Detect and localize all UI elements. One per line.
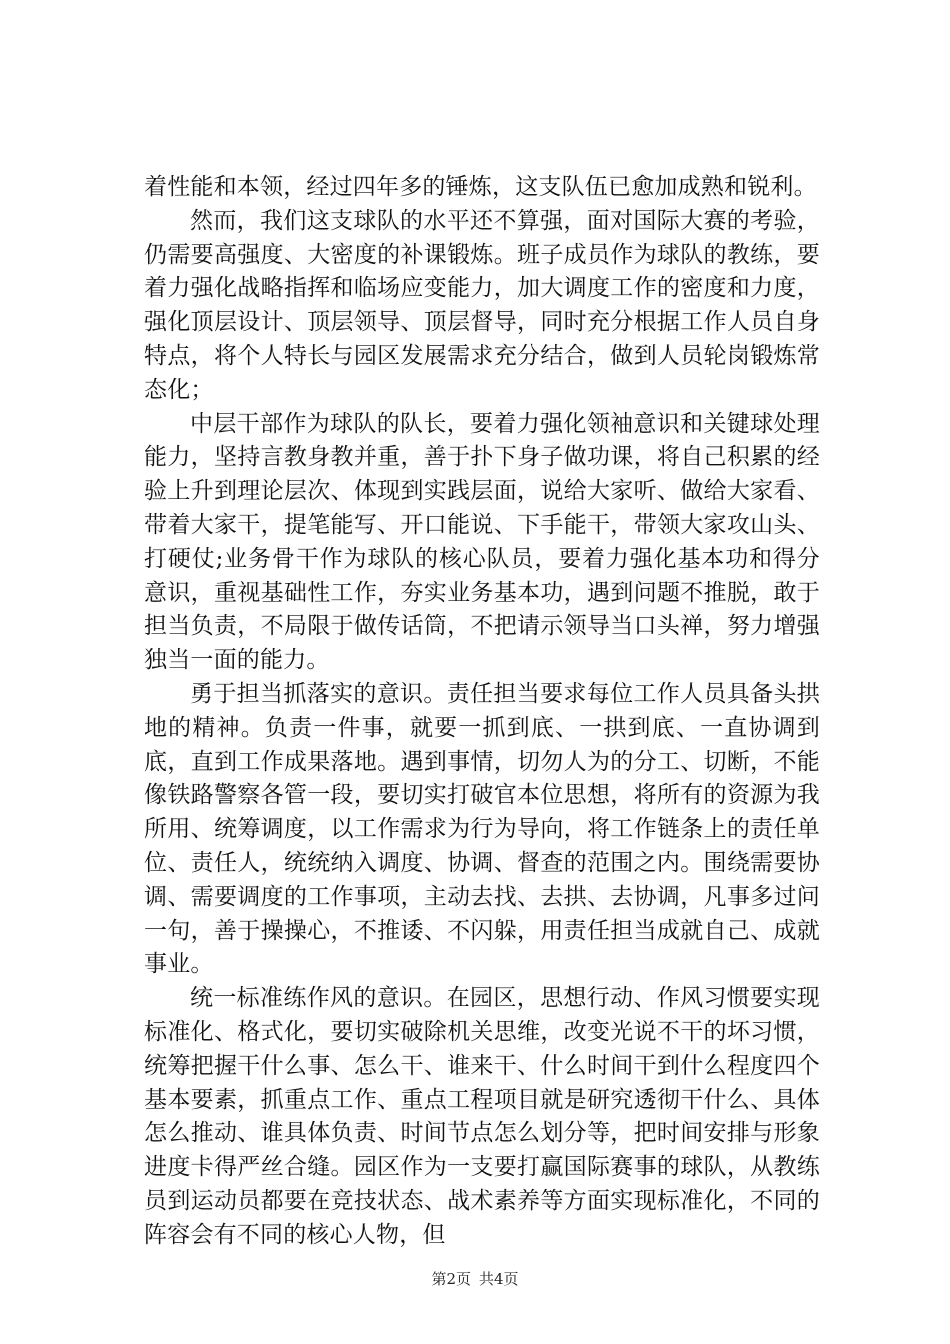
paragraph-5: 统一标准练作风的意识。在园区，思想行动、作风习惯要实现标准化、格式化，要切实破除机关思维，改变光说不干的坏习惯，统筹把握干什么事、怎么干、谁来干、什么时间干到什么程度四个基本要素，抓重点工作、重点工程项目就是研究透彻干什么、具体怎么推动、谁具体负责、时间节点怎么划分等，把时间安排与形象进度卡得严丝合缝。园区作为一支要打赢国际赛事的球队，从教练员到运动员都要在竞技状态、战术素养等方面实现标准化，不同的阵容会有不同的核心人物，但 xyxy=(144,985,820,1248)
page-footer xyxy=(0,1268,950,1289)
paragraph-3: 中层干部作为球队的队长，要着力强化领袖意识和关键球处理能力，坚持言教身教并重，善于扑下身子做功课，将自己积累的经验上升到理论层次、体现到实践层面，说给大家听、做给大家看、带着大家干，提笔能写、开口能说、下手能干，带领大家攻山头、打硬仗;业务骨干作为球队的核心队员，要着力强化基本功和得分意识，重视基础性工作，夯实业务基本功，遇到问题不推脱，敢于担当负责，不局限于做传话筒，不把请示领导当口头禅，努力增强独当一面的能力。 xyxy=(144,410,820,674)
paragraph-4: 勇于担当抓落实的意识。责任担当要求每位工作人员具备头拱地的精神。负责一件事，就要一抓到底、一拱到底、一直协调到底，直到工作成果落地。遇到事情，切勿人为的分工、切断，不能像铁路警察各管一段，要切实打破官本位思想，将所有的资源为我所用、统筹调度，以工作需求为行为导向，将工作链条上的责任单位、责任人，统统纳入调度、协调、督查的范围之内。围绕需要协调、需要调度的工作事项，主动去找、去拱、去协调，凡事多过问一句，善于操操心，不推诿、不闪躲，用责任担当成就自己、成就事业。 xyxy=(144,680,820,978)
paragraph-2: 然而，我们这支球队的水平还不算强，面对国际大赛的考验，仍需要高强度、大密度的补课锻炼。班子成员作为球队的教练，要着力强化战略指挥和临场应变能力，加大调度工作的密度和力度，强化顶层设计、顶层领导、顶层督导，同时充分根据工作人员自身特点，将个人特长与园区发展需求充分结合，做到人员轮岗锻炼常态化； xyxy=(144,207,820,403)
page-total: 共4页 xyxy=(479,1270,519,1288)
page-number: 第2页 xyxy=(431,1270,471,1288)
document-body xyxy=(144,171,820,1253)
paragraph-1: 着性能和本领，经过四年多的锤炼，这支队伍已愈加成熟和锐利。 xyxy=(144,174,817,200)
